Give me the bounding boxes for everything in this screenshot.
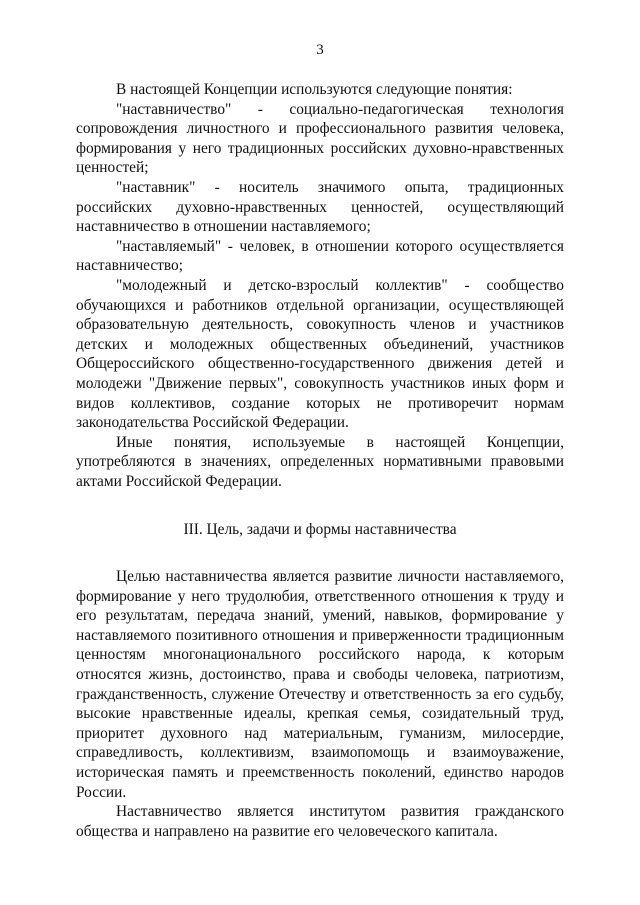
goal-paragraph: Целью наставничества является развитие личности наставляемого, формирование у него трудолюбия, ответственного отношения к труду и его результатам, передача знаний, умений, навыков, формирование у наставляемого позитивного отношения и приверженности традиционным ценностям многонационального российского народа, к которым относятся жизнь, достоинство, права и свободы человека, патриотизм, гражданственность, служение Отечеству и ответственность за его судьбу, высокие нравственные идеалы, крепкая семья, созидательный труд, приоритет духовного над материальным, гуманизм, милосердие, справедливость, коллективизм, взаимопомощь и взаимоуважение, историческая память и преемственность поколений, единство народов России. [76,568,564,801]
definition-collective: "молодежный и детско-взрослый коллектив" - сообщество обучающихся и работников отдельной организации, осуществляющей образовательную деятельность, совокупность членов и участников детских и молодежных общественных объединений, участников Общероссийского общественно-государственного движения детей и молодежи "Движение первых", совокупность участников иных форм и видов коллективов, создание которых не противоречит нормам законодательства Российской Федерации. [76,276,564,432]
section-heading: III. Цель, задачи и формы наставничества [183,521,457,539]
definition-mentor: "наставник" - носитель значимого опыта, традиционных российских духовно-нравственных ценностей, осуществляющий наставничество в отношении наставляемого; [76,178,564,236]
document-body [76,80,564,841]
definition-mentorship: "наставничество" - социально-педагогическая технология сопровождения личностного и профессионального развития человека, формирования у него традиционных российских духовно-нравственных ценностей; [76,100,564,177]
institution-paragraph: Наставничество является институтом развития гражданского общества и направлено на развитие его человеческого капитала. [76,803,564,840]
intro-paragraph: В настоящей Концепции используются следующие понятия: [116,81,513,98]
page-number: 3 [316,42,324,58]
definition-mentee: "наставляемый" - человек, в отношении которого осуществляется наставничество; [76,237,564,275]
other-terms-paragraph: Иные понятия, используемые в настоящей Концепции, употребляются в значениях, определенных нормативными правовыми актами Российской Федерации. [76,433,564,490]
